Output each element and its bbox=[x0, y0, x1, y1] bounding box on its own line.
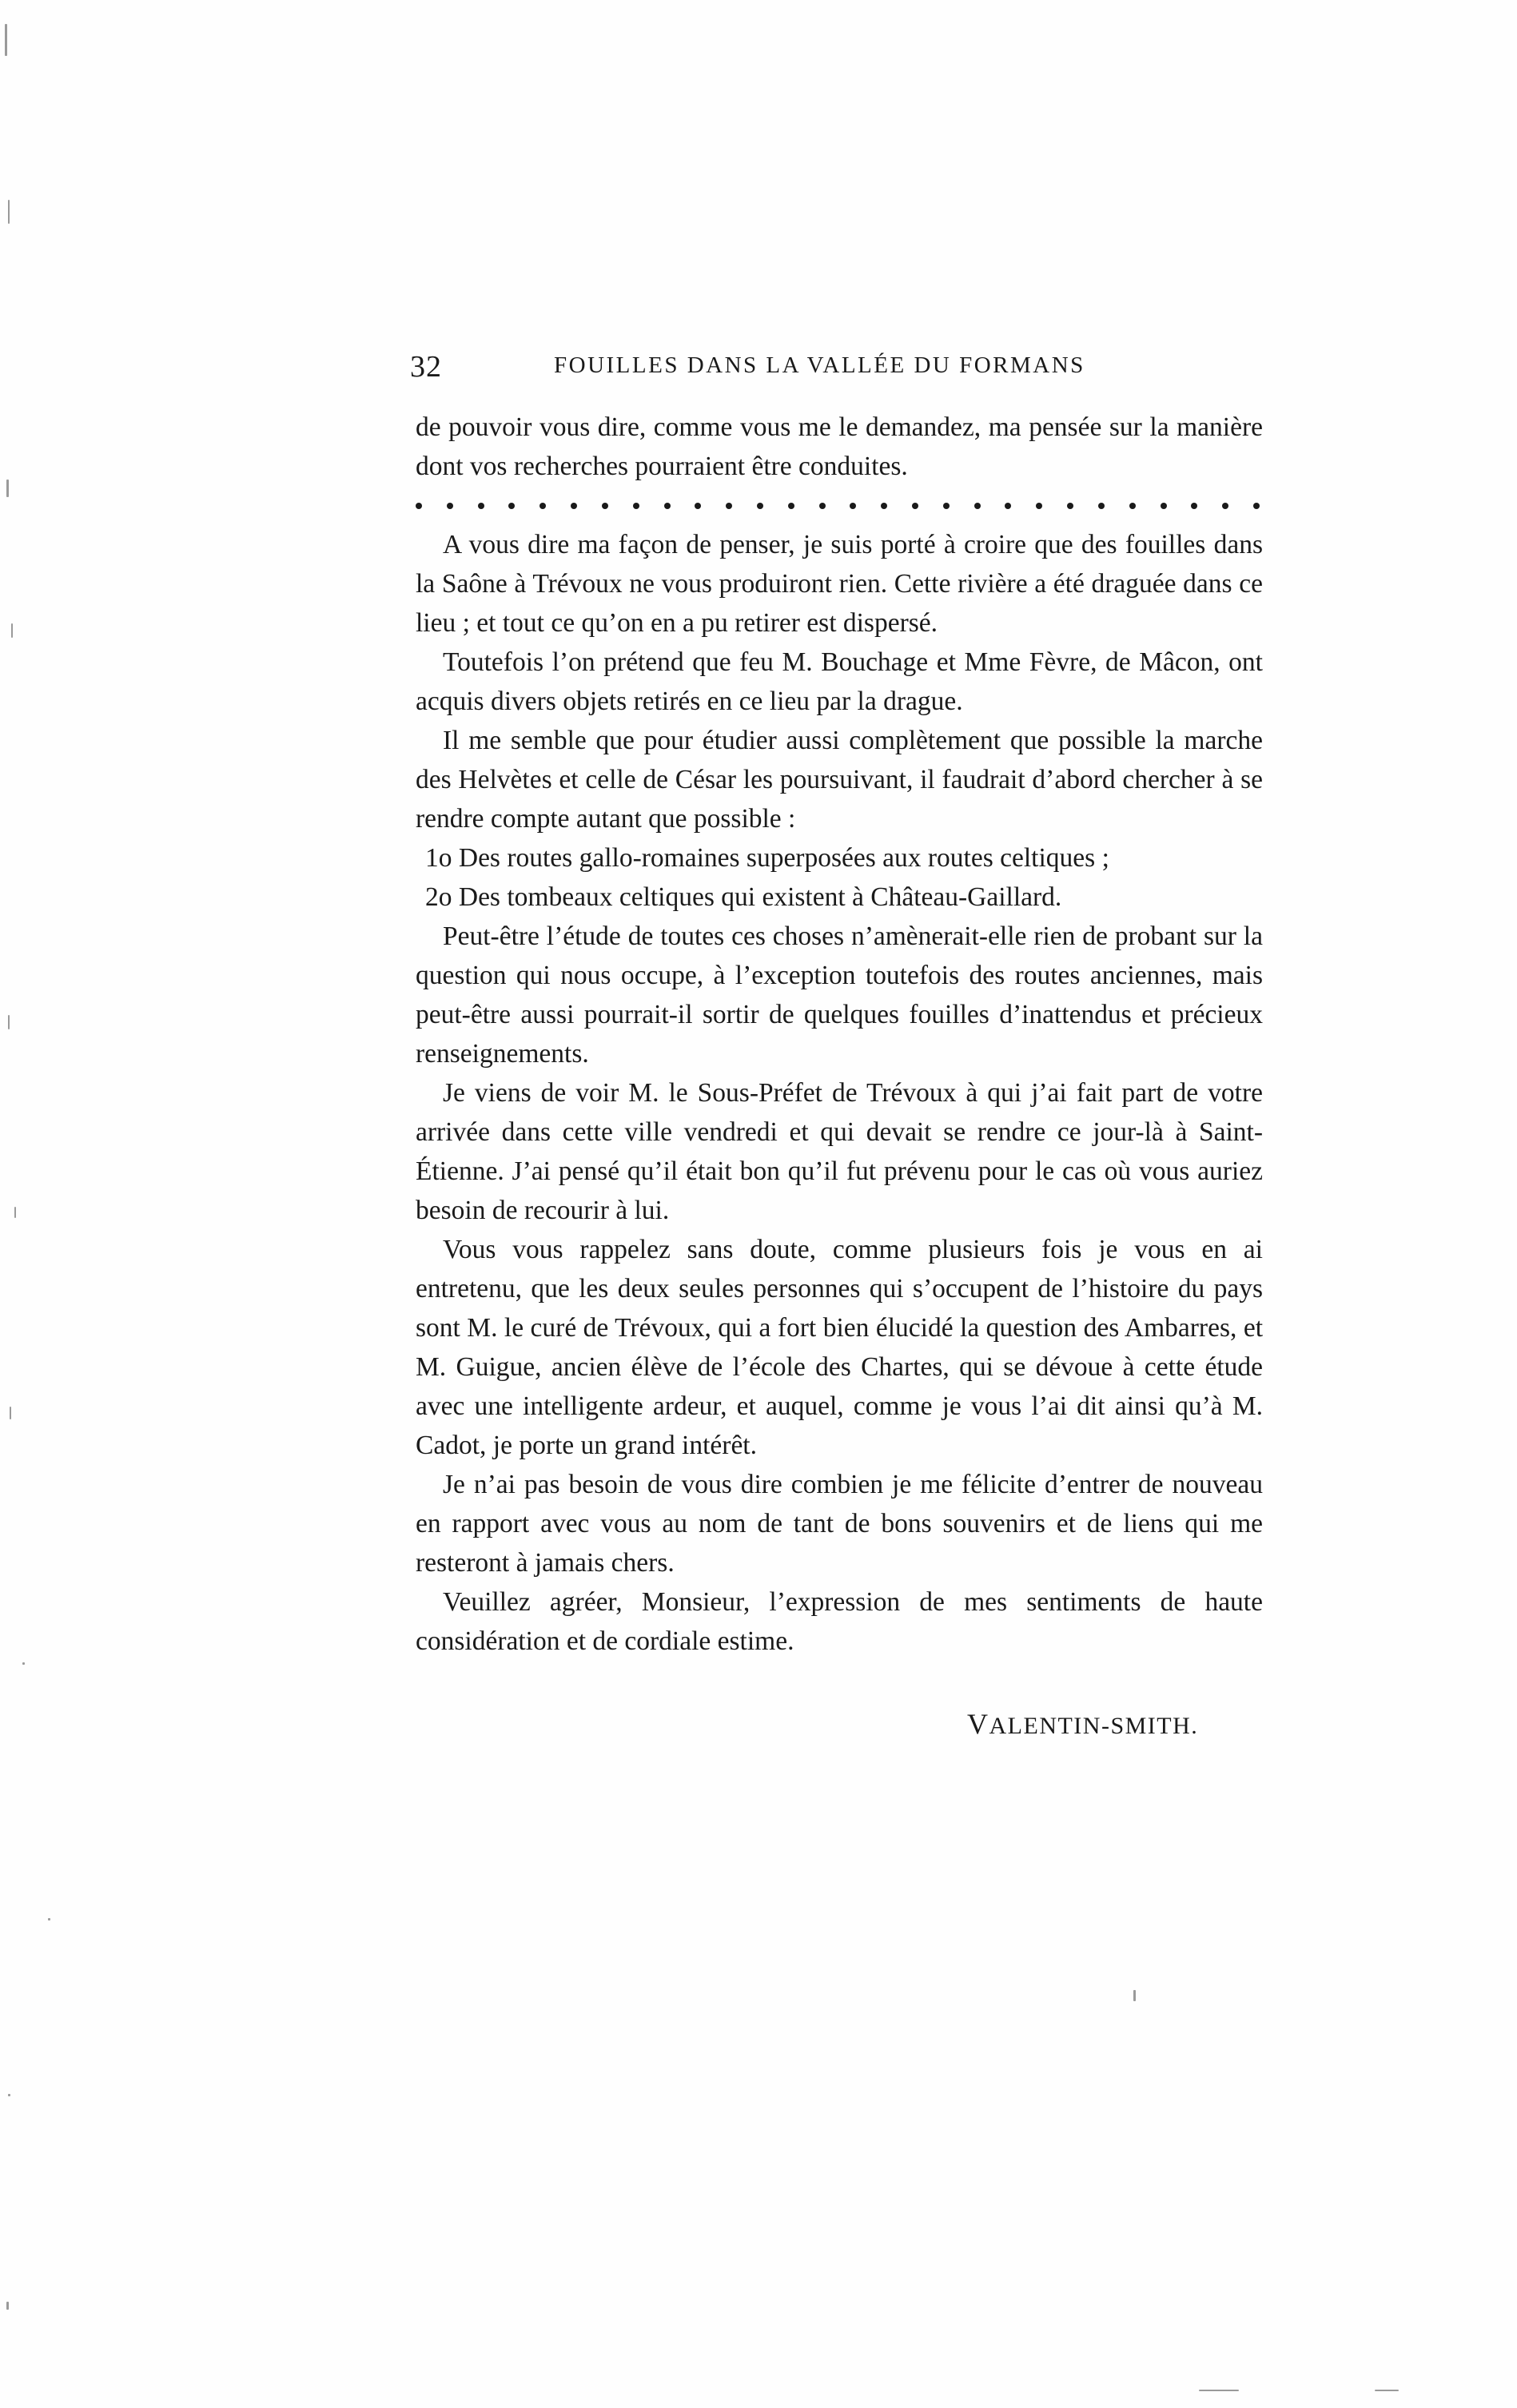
paragraph-3: Toutefois l’on prétend que feu M. Bouchage et Mme Fèvre, de Mâcon, ont acquis divers objets retirés en ce lieu par la drague. bbox=[416, 647, 1263, 716]
signature-name: ALENTIN-SMITH. bbox=[989, 1713, 1199, 1739]
paragraph-7: Vous vous rappelez sans doute, comme plusieurs fois je vous en ai entretenu, que les deux seules personnes qui s’occupent de l’histoire du pays sont M. le curé de Trévoux, qui a fort bien élucidé la question des Ambarres, et M. Guigue, ancien élève de l’école des Chartes, qui se dévoue à cette étude avec une intelligente ardeur, et auquel, comme je vous l’ai dit ainsi qu’à M. Cadot, je porte un grand intérêt. bbox=[416, 1235, 1263, 1460]
paragraph-1: de pouvoir vous dire, comme vous me le demandez, ma pensée sur la manière dont vos recherches pourraient être conduites. bbox=[416, 412, 1263, 481]
list-item-2: 2o Des tombeaux celtiques qui existent à Château-Gaillard. bbox=[425, 882, 1062, 912]
paragraph-5: Peut-être l’étude de toutes ces choses n’amènerait-elle rien de probant sur la question qui nous occupe, à l’exception toutefois des routes anciennes, mais peut-être aussi pourrait-il sortir de quelques fouilles d’inattendus et précieux renseignements. bbox=[416, 921, 1263, 1069]
running-title: FOUILLES DANS LA VALLÉE DU FORMANS bbox=[554, 352, 1085, 378]
paragraph-4: Il me semble que pour étudier aussi complètement que possible la marche des Helvètes et celle de César les poursuivant, il faudrait d’abord chercher à se rendre compte autant que possible : bbox=[416, 726, 1263, 834]
paragraph-8: Je n’ai pas besoin de vous dire combien je me félicite d’entrer de nouveau en rapport avec vous au nom de tant de bons souvenirs et de liens qui me resteront à jamais chers. bbox=[416, 1470, 1263, 1578]
page-header bbox=[410, 349, 1265, 389]
paragraph-6: Je viens de voir M. le Sous-Préfet de Trévoux à qui j’ai fait part de votre arrivée dans cette ville vendredi et qui devait se rendre ce jour-là à Saint-Étienne. J’ai pensé qu’il était bon qu’il fut prévenu pour le cas où vous auriez besoin de recourir à lui. bbox=[416, 1078, 1263, 1225]
signature-initial: V bbox=[967, 1708, 989, 1740]
paragraph-2: A vous dire ma façon de penser, je suis porté à croire que des fouilles dans la Saône à Trévoux ne vous produiront rien. Cette rivière a été draguée dans ce lieu ; et tout ce qu’on en a pu retirer est dispersé. bbox=[416, 530, 1263, 638]
omission-dots bbox=[416, 486, 1263, 525]
list-item-1: 1o Des routes gallo-romaines superposées aux routes celtiques ; bbox=[425, 843, 1109, 873]
signature bbox=[967, 1707, 1198, 1741]
paragraph-9: Veuillez agréer, Monsieur, l’expression de mes sentiments de haute considération et de cordiale estime. bbox=[416, 1587, 1263, 1656]
page-number: 32 bbox=[410, 350, 442, 384]
letter-body bbox=[416, 408, 1263, 1661]
